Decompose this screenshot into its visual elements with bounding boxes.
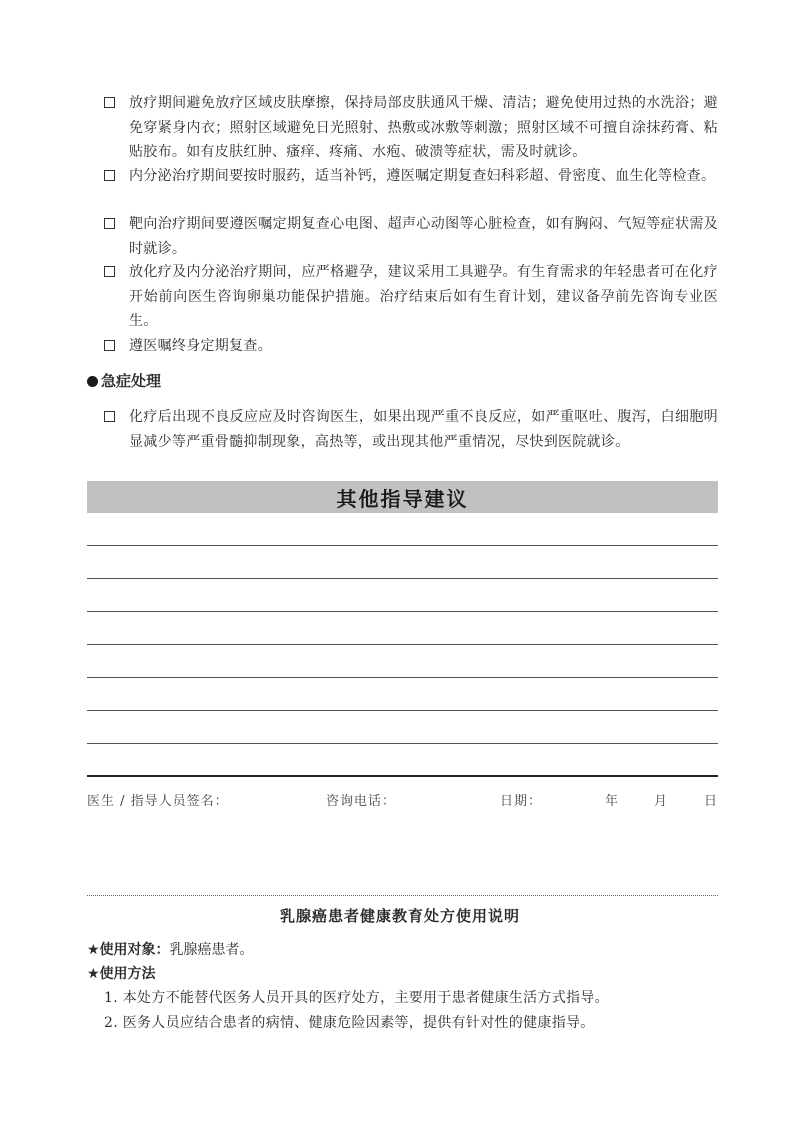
section-banner [87, 481, 718, 513]
checklist-item [104, 212, 718, 261]
checklist-item-text: 放化疗及内分泌治疗期间，应严格避孕，建议采用工具避孕。有生育需求的年轻患者可在化疗开始前向医生咨询卵巢功能保护措施。治疗结束后如有生育计划，建议备孕前先咨询专业医生。 [129, 264, 718, 329]
checkbox[interactable] [104, 218, 115, 229]
checkbox[interactable] [104, 411, 115, 422]
writing-line [87, 578, 718, 579]
checklist-item-text: 放疗期间避免放疗区域皮肤摩擦，保持局部皮肤通风干燥、清洁；避免使用过热的水洗浴；避免穿紧身内衣；照射区域避免日光照射、热敷或冰敷等刺激；照射区域不可擅自涂抹药膏、粘贴胶布。如有皮肤红肿、瘙痒、疼痛、水疱、破溃等症状，需及时就诊。 [129, 95, 718, 160]
section-heading-text: 急症处理 [101, 372, 162, 390]
target-line [87, 940, 254, 960]
phone-label: 咨询电话： [326, 794, 397, 809]
target-label: ★使用对象： [87, 942, 170, 958]
writing-line [87, 743, 718, 744]
method-step: 1. 本处方不能替代医务人员开具的医疗处方，主要用于患者健康生活方式指导。 [104, 990, 609, 1006]
year-label: 年 [605, 794, 620, 809]
writing-line [87, 545, 718, 546]
month-label: 月 [654, 794, 669, 809]
target-value: 乳腺癌患者。 [169, 942, 254, 958]
day-label: 日 [704, 794, 719, 809]
writing-line [87, 710, 718, 711]
checkbox[interactable] [104, 266, 115, 277]
dotted-separator [87, 895, 718, 896]
checkbox[interactable] [104, 97, 115, 108]
checklist-item-text: 内分泌治疗期间要按时服药，适当补钙，遵医嘱定期复查妇科彩超、骨密度、血生化等检查。 [129, 168, 716, 184]
writing-line [87, 644, 718, 645]
writing-line [87, 611, 718, 612]
writing-line [87, 677, 718, 678]
checklist-item [104, 91, 718, 165]
bullet-icon [87, 376, 98, 387]
banner-title: 其他指导建议 [336, 486, 469, 511]
checklist-item [104, 260, 718, 334]
checklist-item-text: 化疗后出现不良反应应及时咨询医生，如果出现严重不良反应，如严重呕吐、腹泻，白细胞明显减少等严重骨髓抑制现象，高热等，或出现其他严重情况，尽快到医院就诊。 [129, 409, 718, 450]
date-label: 日期： [500, 794, 543, 809]
checkbox[interactable] [104, 340, 115, 351]
checklist-item-text: 靶向治疗期间要遵医嘱定期复查心电图、超声心动图等心脏检查，如有胸闷、气短等症状需及时就诊。 [129, 216, 718, 257]
method-label: ★使用方法 [87, 966, 156, 982]
writing-line-bottom [87, 775, 718, 777]
instructions-title: 乳腺癌患者健康教育处方使用说明 [279, 907, 520, 925]
method-step: 2. 医务人员应结合患者的病情、健康危险因素等，提供有针对性的健康指导。 [104, 1015, 595, 1031]
checklist-item [104, 405, 718, 454]
section-heading [87, 370, 161, 391]
signature-label: 医生 / 指导人员签名： [87, 794, 229, 809]
checkbox[interactable] [104, 170, 115, 181]
checklist-item [104, 334, 718, 359]
checklist-item-text: 遵医嘱终身定期复查。 [129, 338, 272, 354]
checklist-item [104, 164, 718, 189]
